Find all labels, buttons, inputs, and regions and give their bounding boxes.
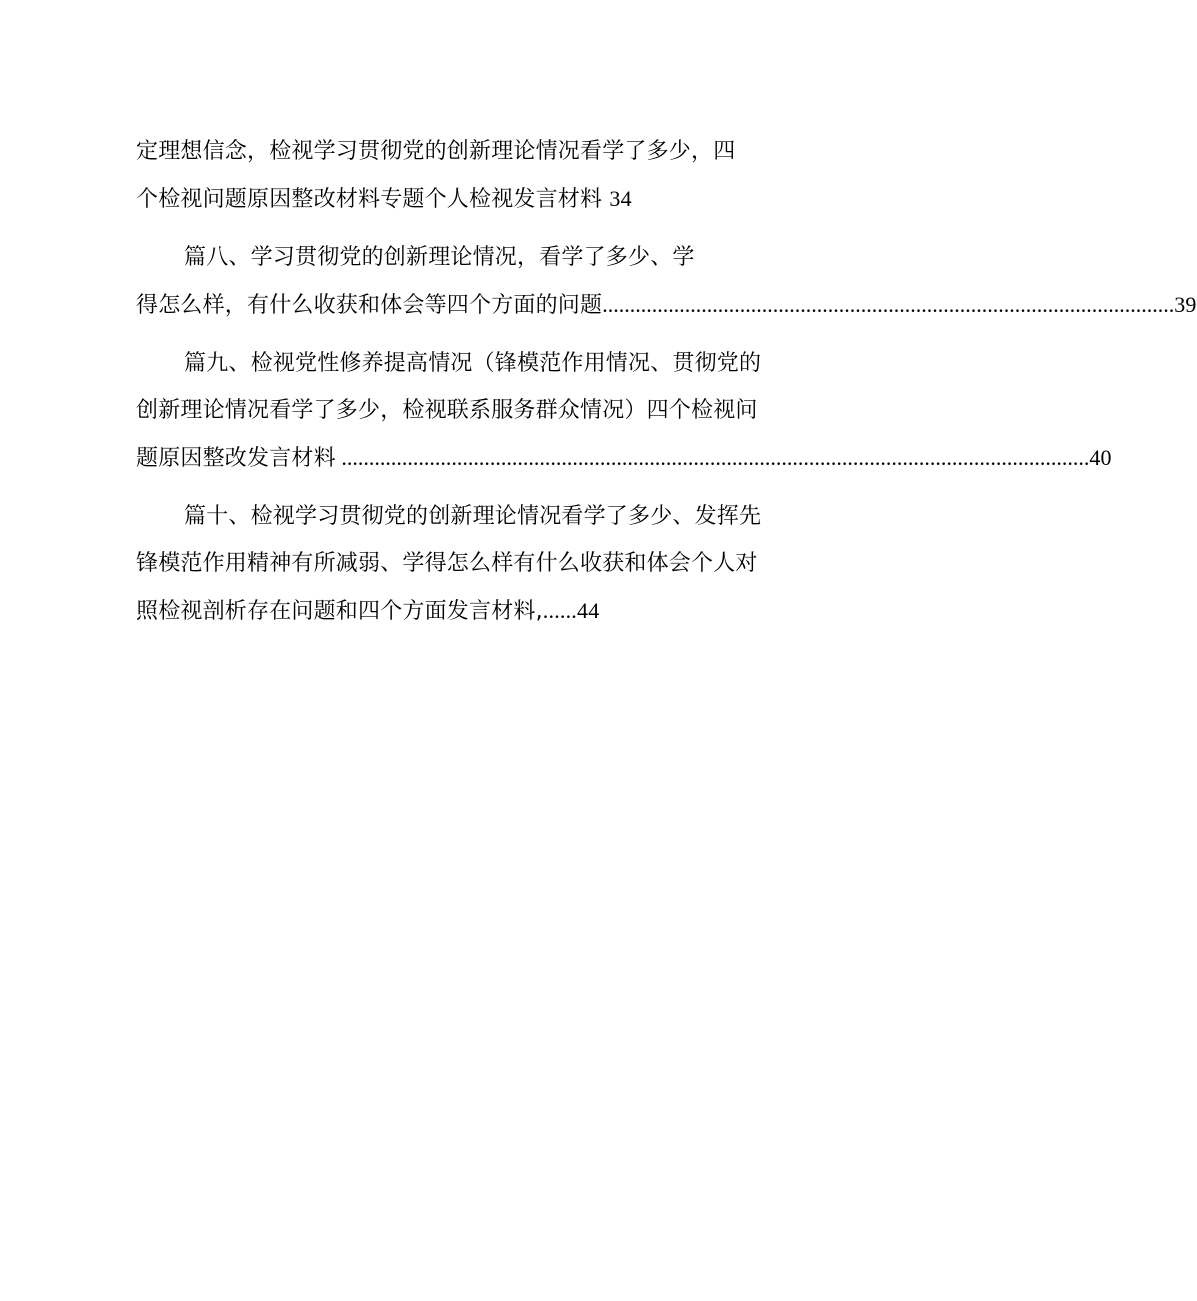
toc-entry-7-line-2 xyxy=(136,175,796,222)
toc-entry-8-line-1: 篇八、学习贯彻党的创新理论情况，看学了多少、学 xyxy=(184,245,695,270)
toc-entry-8-text: 得怎么样，有什么收获和体会等四个方面的问题 xyxy=(136,293,603,318)
toc-entry-7-line-1: 定理想信念，检视学习贯彻党的创新理论情况看学了多少，四 xyxy=(136,139,736,164)
toc-entry-8-line-2 xyxy=(136,281,1197,328)
toc-entry-10-line-2: 锋模范作用精神有所减弱、学得怎么样有什么收获和体会个人对 xyxy=(136,551,758,576)
table-of-contents xyxy=(136,128,1197,634)
toc-entry-10-line-3 xyxy=(136,587,796,634)
toc-entry-9-page: 40 xyxy=(1089,445,1112,470)
toc-entry-9-text: 题原因整改发言材料 xyxy=(136,446,336,471)
toc-entry-7-text: 个检视问题原因整改材料专题个人检视发言材料 xyxy=(136,187,603,212)
toc-entry-10-line-1: 篇十、检视学习贯彻党的创新理论情况看学了多少、发挥先 xyxy=(184,504,762,529)
toc-entry-10-leader: ...... xyxy=(542,598,577,623)
toc-entry-9-line-1: 篇九、检视党性修养提高情况（锋模范作用情况、贯彻党的 xyxy=(184,351,762,376)
toc-entry-9-leader: ........................................................................................................................................ xyxy=(335,445,1090,470)
toc-entry-9-line-3 xyxy=(136,434,1112,481)
toc-entry-9-line-2: 创新理论情况看学了多少，检视联系服务群众情况）四个检视问 xyxy=(136,398,758,423)
toc-entry-8-leader: ........................................................................................................ xyxy=(602,292,1175,317)
toc-entry-8-page: 39 xyxy=(1174,292,1197,317)
toc-entry-7-page: 34 xyxy=(609,186,632,211)
toc-entry-10-text: 照检视剖析存在问题和四个方面发言材料, xyxy=(136,599,543,624)
toc-entry-10-page: 44 xyxy=(577,598,600,623)
